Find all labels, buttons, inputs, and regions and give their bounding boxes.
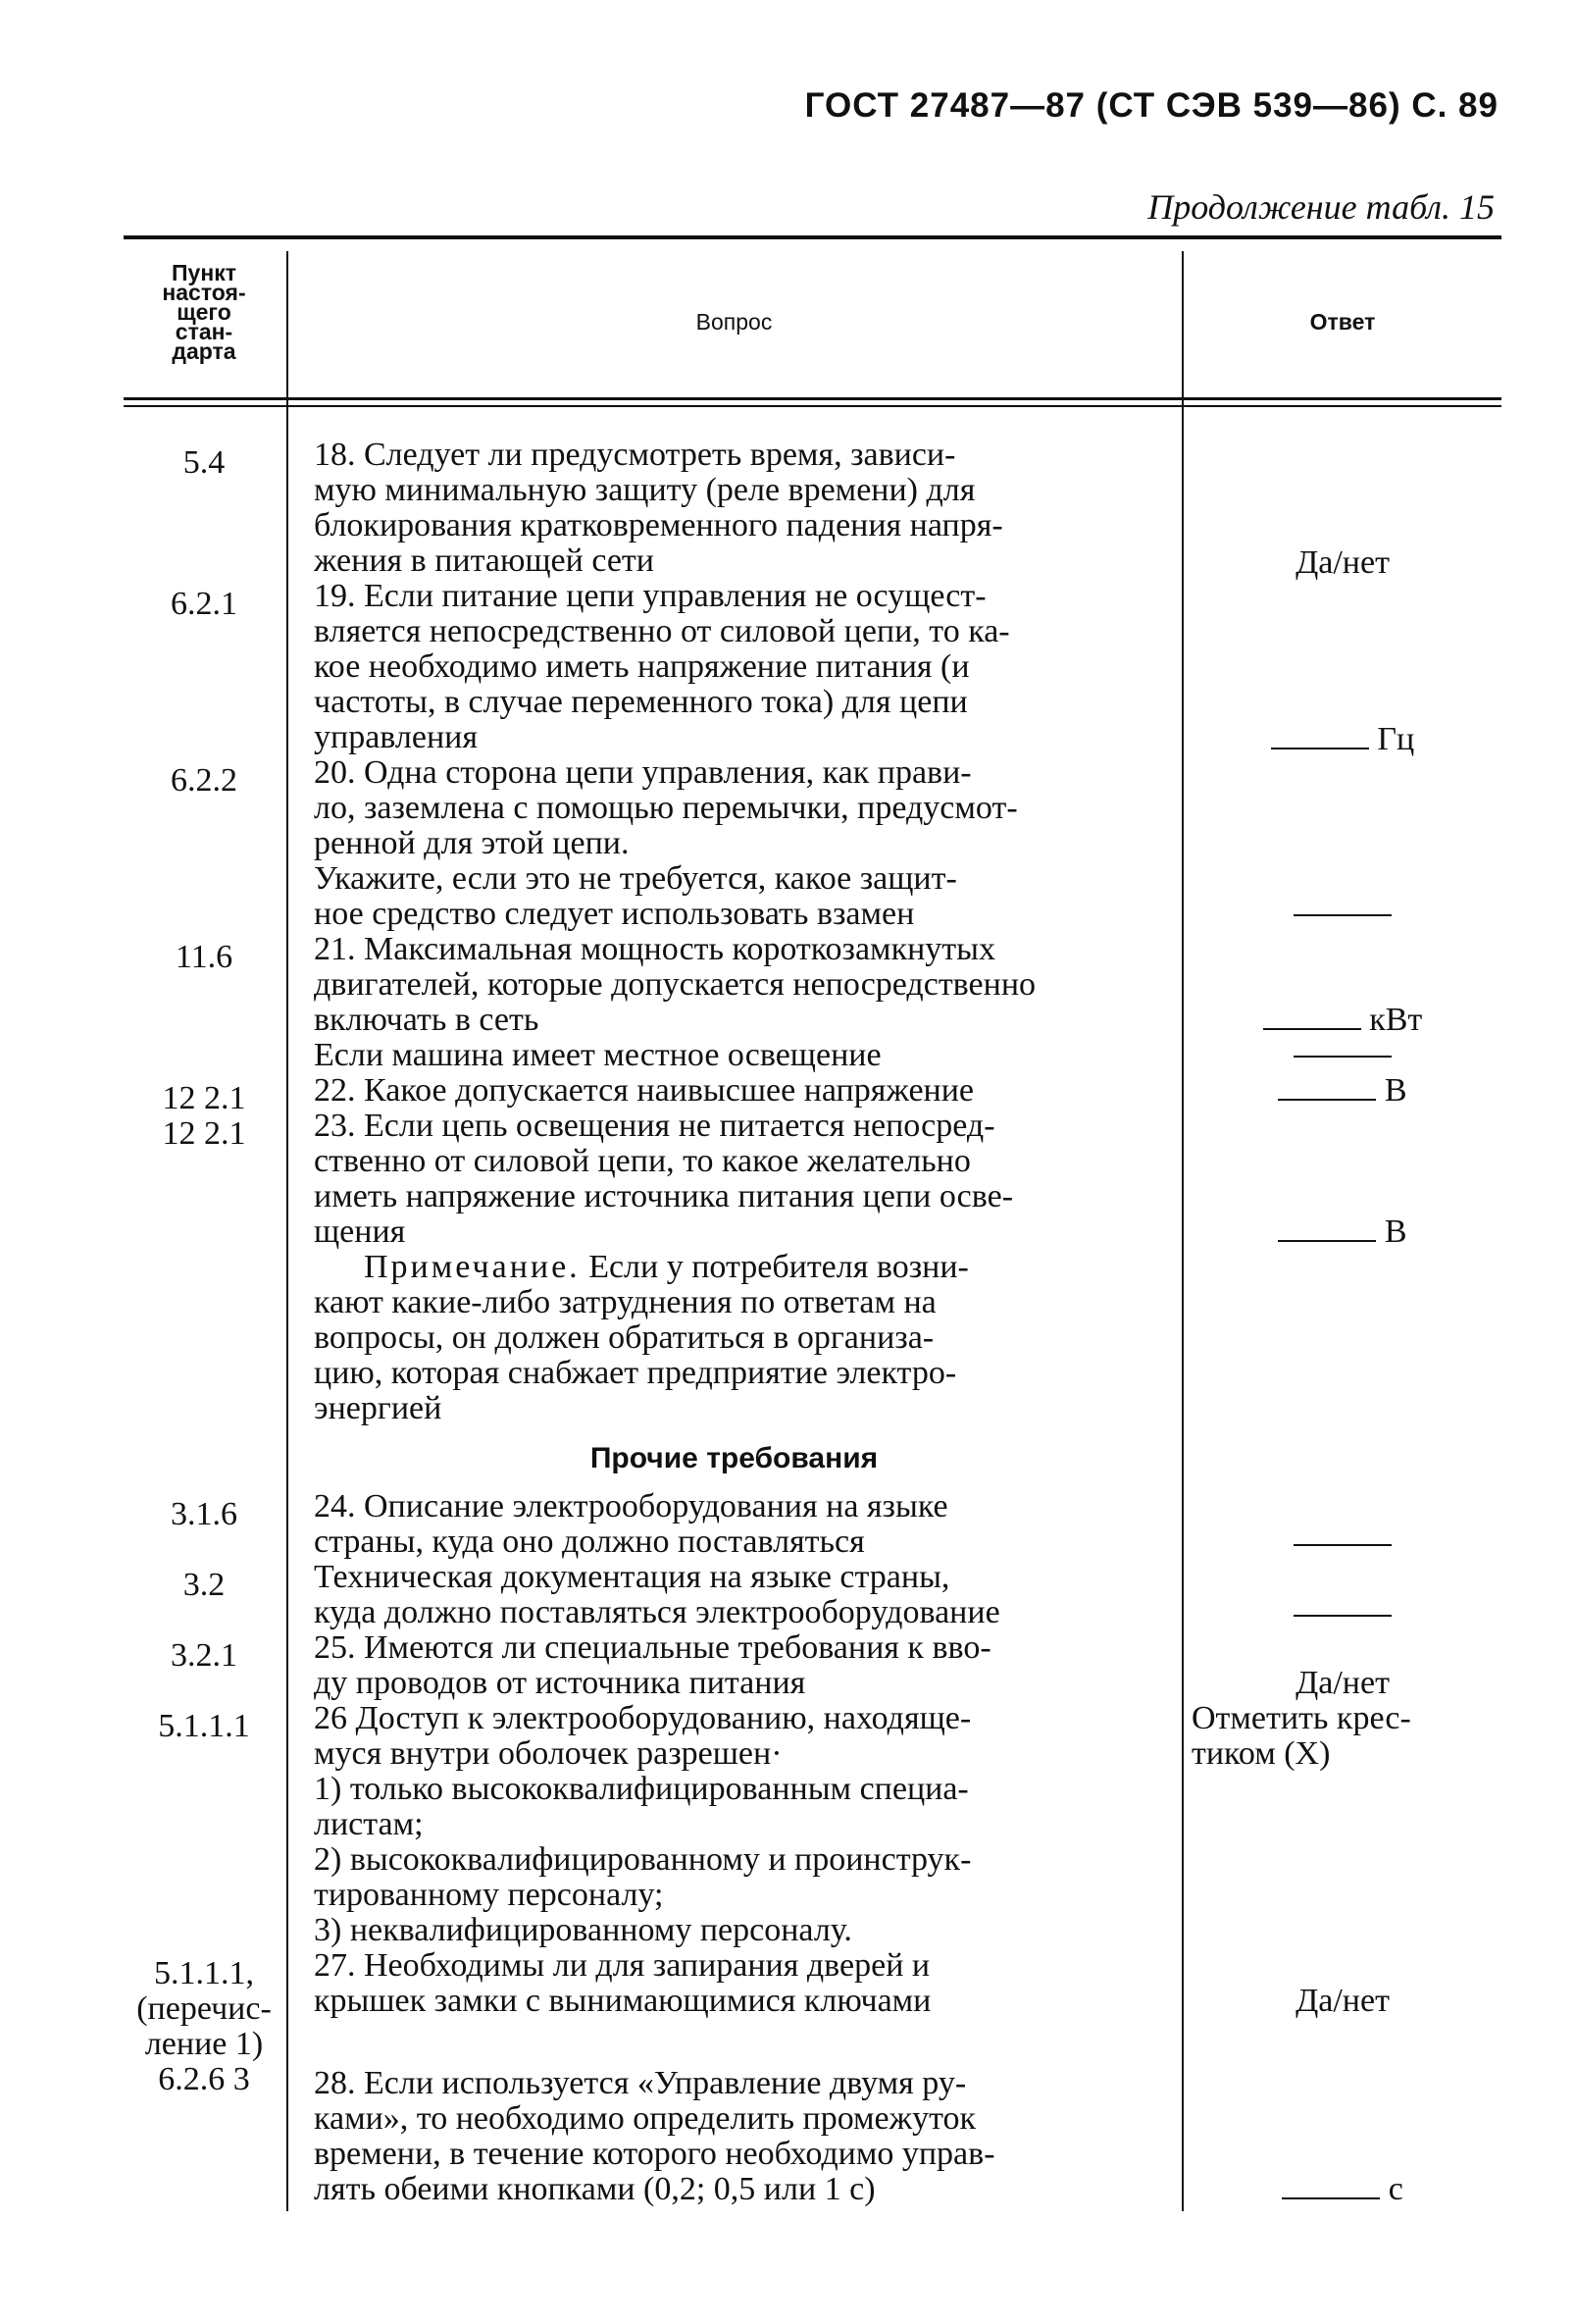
- unit-label: с: [1388, 2171, 1403, 2207]
- answer-blank: [1294, 1530, 1392, 1546]
- question-text: 22. Какое допускается наивысшее напряжение: [314, 1072, 975, 1109]
- question-text: 26 Доступ к электрооборудованию, находяще- муся внутри оболочек разрешен· 1) только высококвалифицированным специа- листам; 2) высококвалифицированному и проинструк- тированному персоналу; 3) неквалифицированному персоналу.: [314, 1700, 972, 1948]
- answer-yes-no: Да/нет: [1296, 1665, 1390, 1701]
- clause-number: 6.2.1: [171, 586, 237, 622]
- answer-blank-field: [1184, 1030, 1501, 1065]
- clause-number: 12 2.1: [162, 1080, 246, 1116]
- answer-blank-field: [1184, 1073, 1501, 1109]
- clause-number: 3.2: [182, 1567, 226, 1603]
- clause-number: 12 2.1: [162, 1115, 246, 1152]
- question-text: 28. Если используется «Управление двумя ру- ками», то необходимо определить промежуток времени, в течение которого необходимо управ- лять обеими кнопками (0,2; 0,5 или 1 с): [314, 2065, 995, 2207]
- clause-number: 3.2.1: [171, 1637, 237, 1674]
- table-head-rule-2: [124, 405, 1501, 407]
- answer-blank-field: [1184, 1589, 1501, 1625]
- answer-blank: [1294, 1601, 1392, 1617]
- answer-blank-field: [1184, 1519, 1501, 1554]
- clause-number: 6.2.2: [171, 762, 237, 799]
- question-text: 27. Необходимы ли для запирания дверей и крышек замки с вынимающимися ключами: [314, 1947, 932, 2019]
- question-text: 18. Следует ли предусмотреть время, зависи- мую минимальную защиту (реле времени) для блокирования кратковременного падения напря- жения в питающей сети: [314, 437, 1003, 579]
- unit-label: В: [1384, 1072, 1407, 1109]
- note-lead: Примечание.: [364, 1249, 581, 1285]
- answer-blank: [1282, 2184, 1380, 2199]
- answer-blank: [1263, 1014, 1361, 1030]
- unit-label: кВт: [1369, 1002, 1423, 1038]
- column-header-answer: Ответ: [1309, 309, 1376, 335]
- answer-blank: [1278, 1085, 1376, 1101]
- clause-number: 11.6: [175, 939, 233, 975]
- question-text: 20. Одна сторона цепи управления, как прави- ло, заземлена с помощью перемычки, предусмот- ренной для этой цепи. Укажите, если это не требуется, какое защит- ное средство следует использовать взамен: [314, 754, 1018, 932]
- answer-blank-field: [1184, 1214, 1501, 1250]
- answer-blank: [1278, 1226, 1376, 1242]
- question-text: 24. Описание электрооборудования на языке страны, куда оно должно поставляться: [314, 1488, 948, 1560]
- answer-blank: [1294, 1042, 1392, 1058]
- clause-number: 3.1.6: [171, 1496, 237, 1532]
- question-text: 19. Если питание цепи управления не осущест- вляется непосредственно от силовой цепи, то ка- кое необходимо иметь напряжение питания (и частоты, в случае переменного тока) для цепи управления: [314, 578, 1010, 755]
- column-header-clause: Пункт настоя- щего стан- дарта: [162, 260, 246, 364]
- clause-number: 5.4: [182, 444, 226, 481]
- answer-blank-field: [1184, 2172, 1501, 2207]
- answer-yes-no: Да/нет: [1296, 1983, 1390, 2019]
- answer-yes-no: Да/нет: [1296, 544, 1390, 581]
- running-title: ГОСТ 27487—87 (СТ СЭВ 539—86) С. 89: [804, 86, 1499, 125]
- answer-blank: [1294, 901, 1392, 916]
- clause-number: 6.2.6 3: [158, 2061, 250, 2097]
- column-header-question: Вопрос: [695, 309, 773, 335]
- table-head-rule: [124, 397, 1501, 400]
- answer-instruction: Отметить крес- тиком (X): [1192, 1700, 1411, 1772]
- table-continued-label: Продолжение табл. 15: [1147, 187, 1495, 227]
- column-divider-left: [286, 251, 288, 2211]
- question-text: Техническая документация на языке страны, куда должно поставляться электрооборудование: [314, 1559, 1000, 1630]
- table-top-rule: [124, 235, 1501, 239]
- unit-label: Гц: [1377, 721, 1415, 757]
- question-text: 21. Максимальная мощность короткозамкнутых двигателей, которые допускается непосредственно включать в сеть Если машина имеет местное освещение: [314, 931, 1037, 1073]
- answer-blank-field: [1184, 722, 1501, 757]
- question-text: 25. Имеются ли специальные требования к вво- ду проводов от источника питания: [314, 1629, 991, 1701]
- note-text: Примечание. Если у потребителя возни- кают какие-либо затруднения по ответам на вопросы, он должен обратиться в организа- цию, которая снабжает предприятие электро- энергией: [314, 1249, 969, 1426]
- answer-blank-field: [1184, 889, 1501, 924]
- answer-blank: [1271, 734, 1369, 749]
- clause-number: 5.1.1.1: [158, 1708, 250, 1744]
- section-title: Прочие требования: [589, 1442, 879, 1474]
- unit-label: В: [1384, 1214, 1407, 1250]
- clause-number: 5.1.1.1, (перечис- ление 1): [136, 1955, 272, 2062]
- question-text: 23. Если цепь освещения не питается непосред- ственно от силовой цепи, то какое желательно иметь напряжение источника питания цепи осве- щения: [314, 1108, 1014, 1250]
